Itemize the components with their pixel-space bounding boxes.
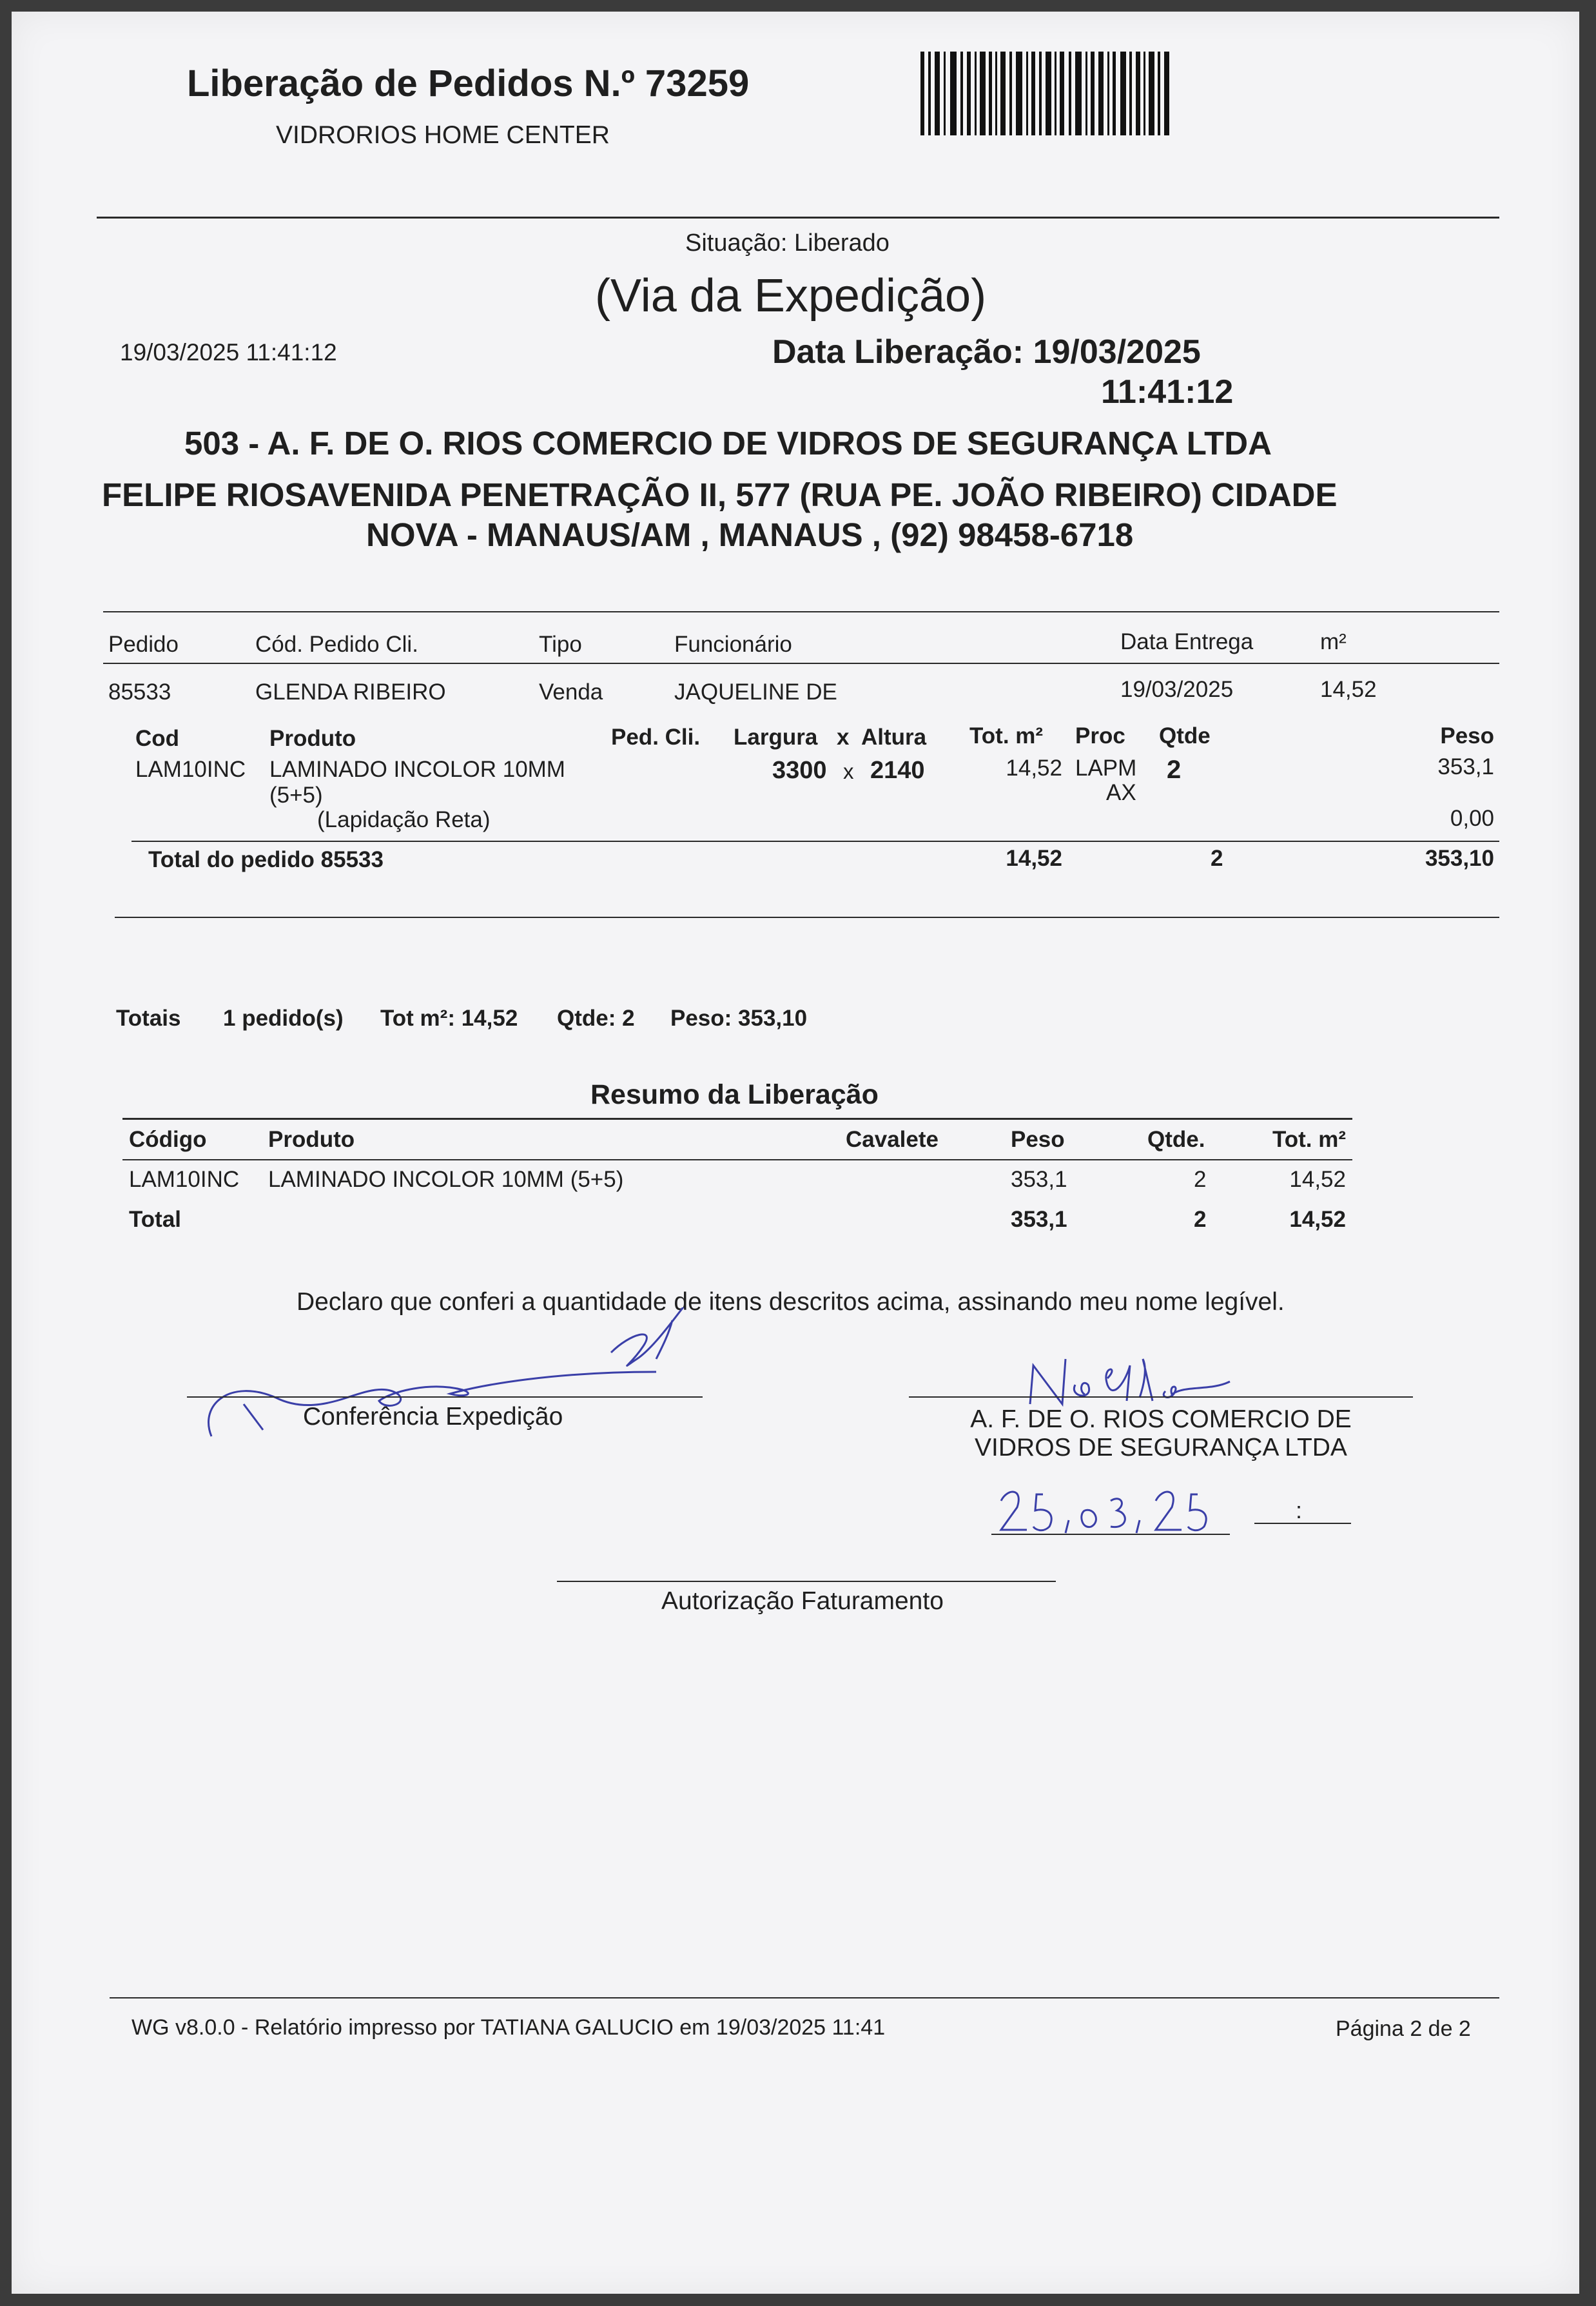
summary-header-peso: Peso [1011, 1127, 1065, 1152]
status-text: Situação: Liberado [685, 230, 890, 257]
item-cod: LAM10INC [135, 757, 246, 782]
summary-header-qtde: Qtde. [1147, 1127, 1205, 1152]
summary-row-qtde: 2 [1194, 1167, 1207, 1192]
summary-total-label: Total [129, 1207, 182, 1232]
summary-title: Resumo da Liberação [590, 1079, 879, 1110]
items-header-qtde: Qtde [1159, 723, 1211, 748]
items-header-largura: Largura [734, 725, 818, 750]
totals-qtde: Qtde: 2 [557, 1006, 635, 1031]
handwritten-date [991, 1475, 1249, 1546]
totals-peso: Peso: 353,10 [670, 1006, 808, 1031]
order-number: 85533 [108, 679, 171, 705]
item-qtde: 2 [1167, 756, 1182, 784]
document-page [12, 12, 1579, 2294]
item-tot-m2: 14,52 [1006, 756, 1062, 781]
customer-address-line2: NOVA - MANAUS/AM , MANAUS , (92) 98458-6718 [366, 516, 1134, 553]
item-x: x [843, 759, 854, 783]
summary-row-peso: 353,1 [1011, 1167, 1067, 1192]
summary-row-tot-m2: 14,52 [1289, 1167, 1346, 1192]
header-data-entrega: Data Entrega [1120, 629, 1254, 654]
item-altura: 2140 [870, 757, 925, 784]
item-largura: 3300 [772, 757, 827, 784]
authorization-label: Autorização Faturamento [661, 1587, 944, 1615]
summary-total-peso: 353,1 [1011, 1207, 1067, 1232]
company-sign-line1: A. F. DE O. RIOS COMERCIO DE [970, 1405, 1352, 1433]
release-date: Data Liberação: 19/03/2025 [772, 333, 1201, 371]
summary-header-tot-m2: Tot. m² [1272, 1127, 1346, 1152]
items-header-tot-m2: Tot. m² [969, 723, 1044, 748]
items-header-produto: Produto [269, 726, 356, 751]
items-header-proc: Proc [1075, 723, 1125, 748]
items-header-ped-cli: Ped. Cli. [611, 725, 701, 750]
item-process: (Lapidação Reta) [317, 807, 491, 832]
order-client-code: GLENDA RIBEIRO [255, 679, 446, 705]
company-sign-line2: VIDROS DE SEGURANÇA LTDA [975, 1434, 1347, 1461]
item-process-peso: 0,00 [1450, 806, 1494, 831]
barcode [920, 52, 1178, 135]
item-proc-line1: LAPM [1075, 756, 1137, 781]
summary-total-tot-m2: 14,52 [1289, 1207, 1346, 1232]
summary-header-cavalete: Cavalete [846, 1127, 939, 1152]
header-funcionario: Funcionário [674, 632, 792, 657]
document-title: Liberação de Pedidos N.º 73259 [187, 63, 750, 104]
totals-orders: 1 pedido(s) [223, 1006, 344, 1031]
items-header-x: x [837, 725, 850, 750]
header-tipo: Tipo [539, 632, 582, 657]
item-proc-line2: AX [1106, 780, 1136, 805]
order-total-qtde: 2 [1211, 846, 1223, 871]
order-m2: 14,52 [1320, 677, 1377, 702]
totals-m2: Tot m²: 14,52 [380, 1006, 518, 1031]
order-delivery-date: 19/03/2025 [1120, 677, 1234, 702]
summary-total-qtde: 2 [1194, 1207, 1207, 1232]
order-employee: JAQUELINE DE [674, 679, 837, 705]
item-produto-line2: (5+5) [269, 783, 323, 808]
customer-address-line1: FELIPE RIOSAVENIDA PENETRAÇÃO II, 577 (RUA PE. JOÃO RIBEIRO) CIDADE [102, 476, 1338, 513]
order-total-m2: 14,52 [1006, 846, 1062, 871]
summary-header-produto: Produto [268, 1127, 355, 1152]
items-header-altura: Altura [861, 725, 927, 750]
totals-label: Totais [116, 1006, 181, 1031]
footer-page: Página 2 de 2 [1336, 2017, 1471, 2041]
header-m2: m² [1320, 629, 1347, 654]
company-name: VIDRORIOS HOME CENTER [276, 121, 610, 149]
declaration-text: Declaro que conferi a quantidade de itens descritos acima, assinando meu nome legível. [297, 1288, 1285, 1316]
items-header-cod: Cod [135, 726, 180, 751]
time-blank: : [1296, 1497, 1303, 1523]
printed-timestamp: 19/03/2025 11:41:12 [120, 339, 337, 366]
items-header-peso: Peso [1440, 723, 1494, 748]
item-peso: 353,1 [1437, 754, 1494, 779]
summary-row-produto: LAMINADO INCOLOR 10MM (5+5) [268, 1167, 624, 1192]
item-produto-line1: LAMINADO INCOLOR 10MM [269, 757, 565, 782]
header-pedido: Pedido [108, 632, 179, 657]
release-time: 11:41:12 [1101, 373, 1234, 411]
summary-header-codigo: Código [129, 1127, 207, 1152]
customer-name: 503 - A. F. DE O. RIOS COMERCIO DE VIDROS DE SEGURANÇA LTDA [184, 425, 1272, 462]
via-title: (Via da Expedição) [595, 270, 987, 322]
conference-label: Conferência Expedição [303, 1403, 563, 1431]
footer-report: WG v8.0.0 - Relatório impresso por TATIANA GALUCIO em 19/03/2025 11:41 [131, 2015, 886, 2040]
summary-row-codigo: LAM10INC [129, 1167, 240, 1192]
order-total-label: Total do pedido 85533 [148, 847, 384, 872]
order-type: Venda [539, 679, 603, 705]
order-total-peso: 353,10 [1425, 846, 1494, 871]
header-cod-pedido-cli: Cód. Pedido Cli. [255, 632, 418, 657]
